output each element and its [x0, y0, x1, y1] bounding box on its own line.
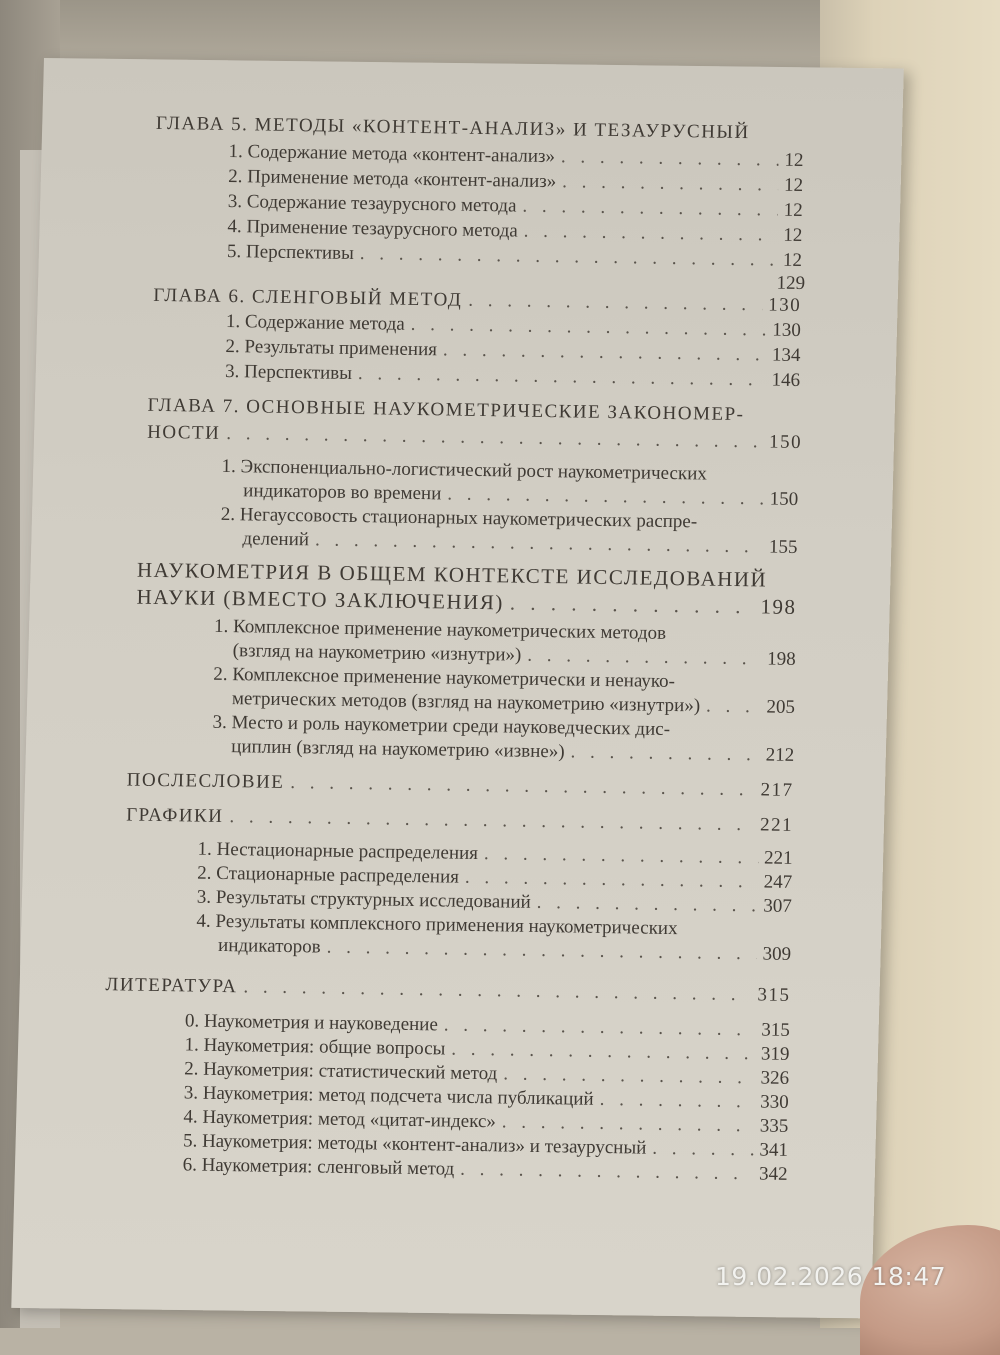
- toc-page: 342: [758, 1163, 788, 1185]
- toc-page: 335: [759, 1115, 789, 1137]
- toc-title: ГЛАВА 7. ОСНОВНЫЕ НАУКОМЕТРИЧЕСКИЕ ЗАКОНОМЕР-: [147, 394, 745, 426]
- toc-title: делений: [242, 528, 310, 551]
- toc-title: ЛИТЕРАТУРА: [105, 974, 238, 998]
- toc-title: 1. Комплексное применение наукометрических методов: [213, 615, 667, 644]
- toc-page: 330: [760, 1091, 789, 1113]
- toc-graphs: [126, 804, 793, 838]
- toc-page: 129: [776, 272, 806, 295]
- toc-title: 1. Наукометрия: общие вопросы: [184, 1034, 446, 1060]
- toc-page: 12: [782, 249, 803, 272]
- toc-page: 315: [757, 984, 791, 1006]
- toc-title: 5. Перспективы: [226, 240, 355, 264]
- toc-title: 3. Результаты структурных исследований: [196, 886, 531, 913]
- toc-title: 1. Экспоненциально-логистический рост наукометрических: [221, 455, 708, 485]
- toc-title: ГЛАВА 5. МЕТОДЫ «КОНТЕНТ-АНАЛИЗ» И ТЕЗАУРУСНЫЙ: [155, 112, 750, 144]
- toc-title: 3. Перспективы: [224, 360, 353, 384]
- toc-title: циплин (взгляд на наукометрию «извне»): [231, 736, 565, 763]
- toc-title: 3. Наукометрия: метод подсчета числа публикаций: [183, 1082, 594, 1110]
- toc-title: НОСТИ: [146, 421, 221, 444]
- toc-page: 315: [761, 1019, 791, 1041]
- toc-page: 326: [760, 1067, 790, 1089]
- toc-title: ПОСЛЕСЛОВИЕ: [126, 769, 285, 793]
- toc-page: 134: [771, 344, 801, 366]
- toc-page: 221: [763, 847, 793, 869]
- toc-page: 130: [772, 319, 802, 341]
- toc-page: 150: [769, 488, 799, 510]
- toc-page: 307: [763, 895, 792, 917]
- toc-page: 12: [784, 149, 804, 172]
- toc-literature: [105, 974, 790, 1009]
- toc-page: 198: [767, 648, 796, 670]
- toc-page: 212: [765, 744, 795, 766]
- toc-title: 1. Содержание метода: [225, 310, 405, 335]
- toc-page: 12: [783, 174, 804, 197]
- toc-title: 2. Наукометрия: статистический метод: [184, 1058, 498, 1085]
- toc-title: (взгляд на наукометрию «изнутри»): [232, 640, 522, 666]
- toc-title: 5. Наукометрия: методы «контент-анализ» и тезаурусный: [182, 1130, 647, 1159]
- toc-title: ГЛАВА 6. СЛЕНГОВЫЙ МЕТОД: [153, 284, 463, 311]
- toc-page: 247: [763, 871, 793, 893]
- toc-page: 146: [771, 369, 801, 391]
- toc-title: 6. Наукометрия: сленговый метод: [182, 1154, 455, 1180]
- toc-title: 4. Применение тезаурусного метода: [227, 215, 518, 242]
- toc-title: индикаторов во времени: [243, 480, 442, 505]
- toc-page: 150: [768, 431, 803, 454]
- photo-timestamp: 19.02.2026 18:47: [715, 1262, 947, 1291]
- toc-page: 319: [760, 1043, 790, 1065]
- toc-page: 205: [766, 696, 796, 718]
- toc-title: 2. Результаты применения: [225, 335, 438, 361]
- toc-title: 1. Содержание метода «контент-анализ»: [228, 140, 556, 168]
- toc-page: 12: [783, 224, 803, 247]
- toc-title: 2. Негауссовость стационарных наукометрических распре-: [220, 503, 698, 533]
- toc-title: метрических методов (взгляд на наукометрию «изнутри»): [231, 688, 701, 717]
- toc-title: 3. Место и роль наукометрии среди науковедческих дис-: [212, 711, 671, 740]
- toc-page: 309: [762, 943, 792, 965]
- toc-afterword: [126, 769, 793, 803]
- toc-title: 2. Применение метода «контент-анализ»: [228, 165, 557, 193]
- toc-title: 3. Содержание тезаурусного метода: [227, 190, 517, 217]
- toc-title: индикаторов: [217, 934, 321, 958]
- toc-page: 341: [759, 1139, 789, 1161]
- toc-title: 2. Комплексное применение наукометрически и ненауко-: [213, 663, 676, 693]
- toc-title: 0. Наукометрия и науковедение: [184, 1010, 439, 1036]
- toc-title: НАУКИ (ВМЕСТО ЗАКЛЮЧЕНИЯ): [136, 584, 505, 615]
- toc-title: 4. Результаты комплексного применения наукометрических: [196, 910, 678, 940]
- toc-title: 2. Стационарные распределения: [197, 862, 460, 888]
- toc-title: ГРАФИКИ: [125, 804, 224, 827]
- toc-title: 4. Наукометрия: метод «цитат-индекс»: [183, 1106, 497, 1133]
- toc-page: 221: [759, 814, 794, 836]
- toc-title: НАУКОМЕТРИЯ В ОБЩЕМ КОНТЕКСТЕ ИССЛЕДОВАНИЙ: [136, 557, 768, 592]
- toc-page: 130: [768, 294, 802, 316]
- toc-page: 155: [768, 536, 798, 558]
- toc-title: 1. Нестационарные распределения: [197, 838, 479, 864]
- toc-page: 12: [783, 199, 803, 222]
- toc-page: 198: [760, 594, 797, 619]
- toc-page: 217: [760, 779, 794, 801]
